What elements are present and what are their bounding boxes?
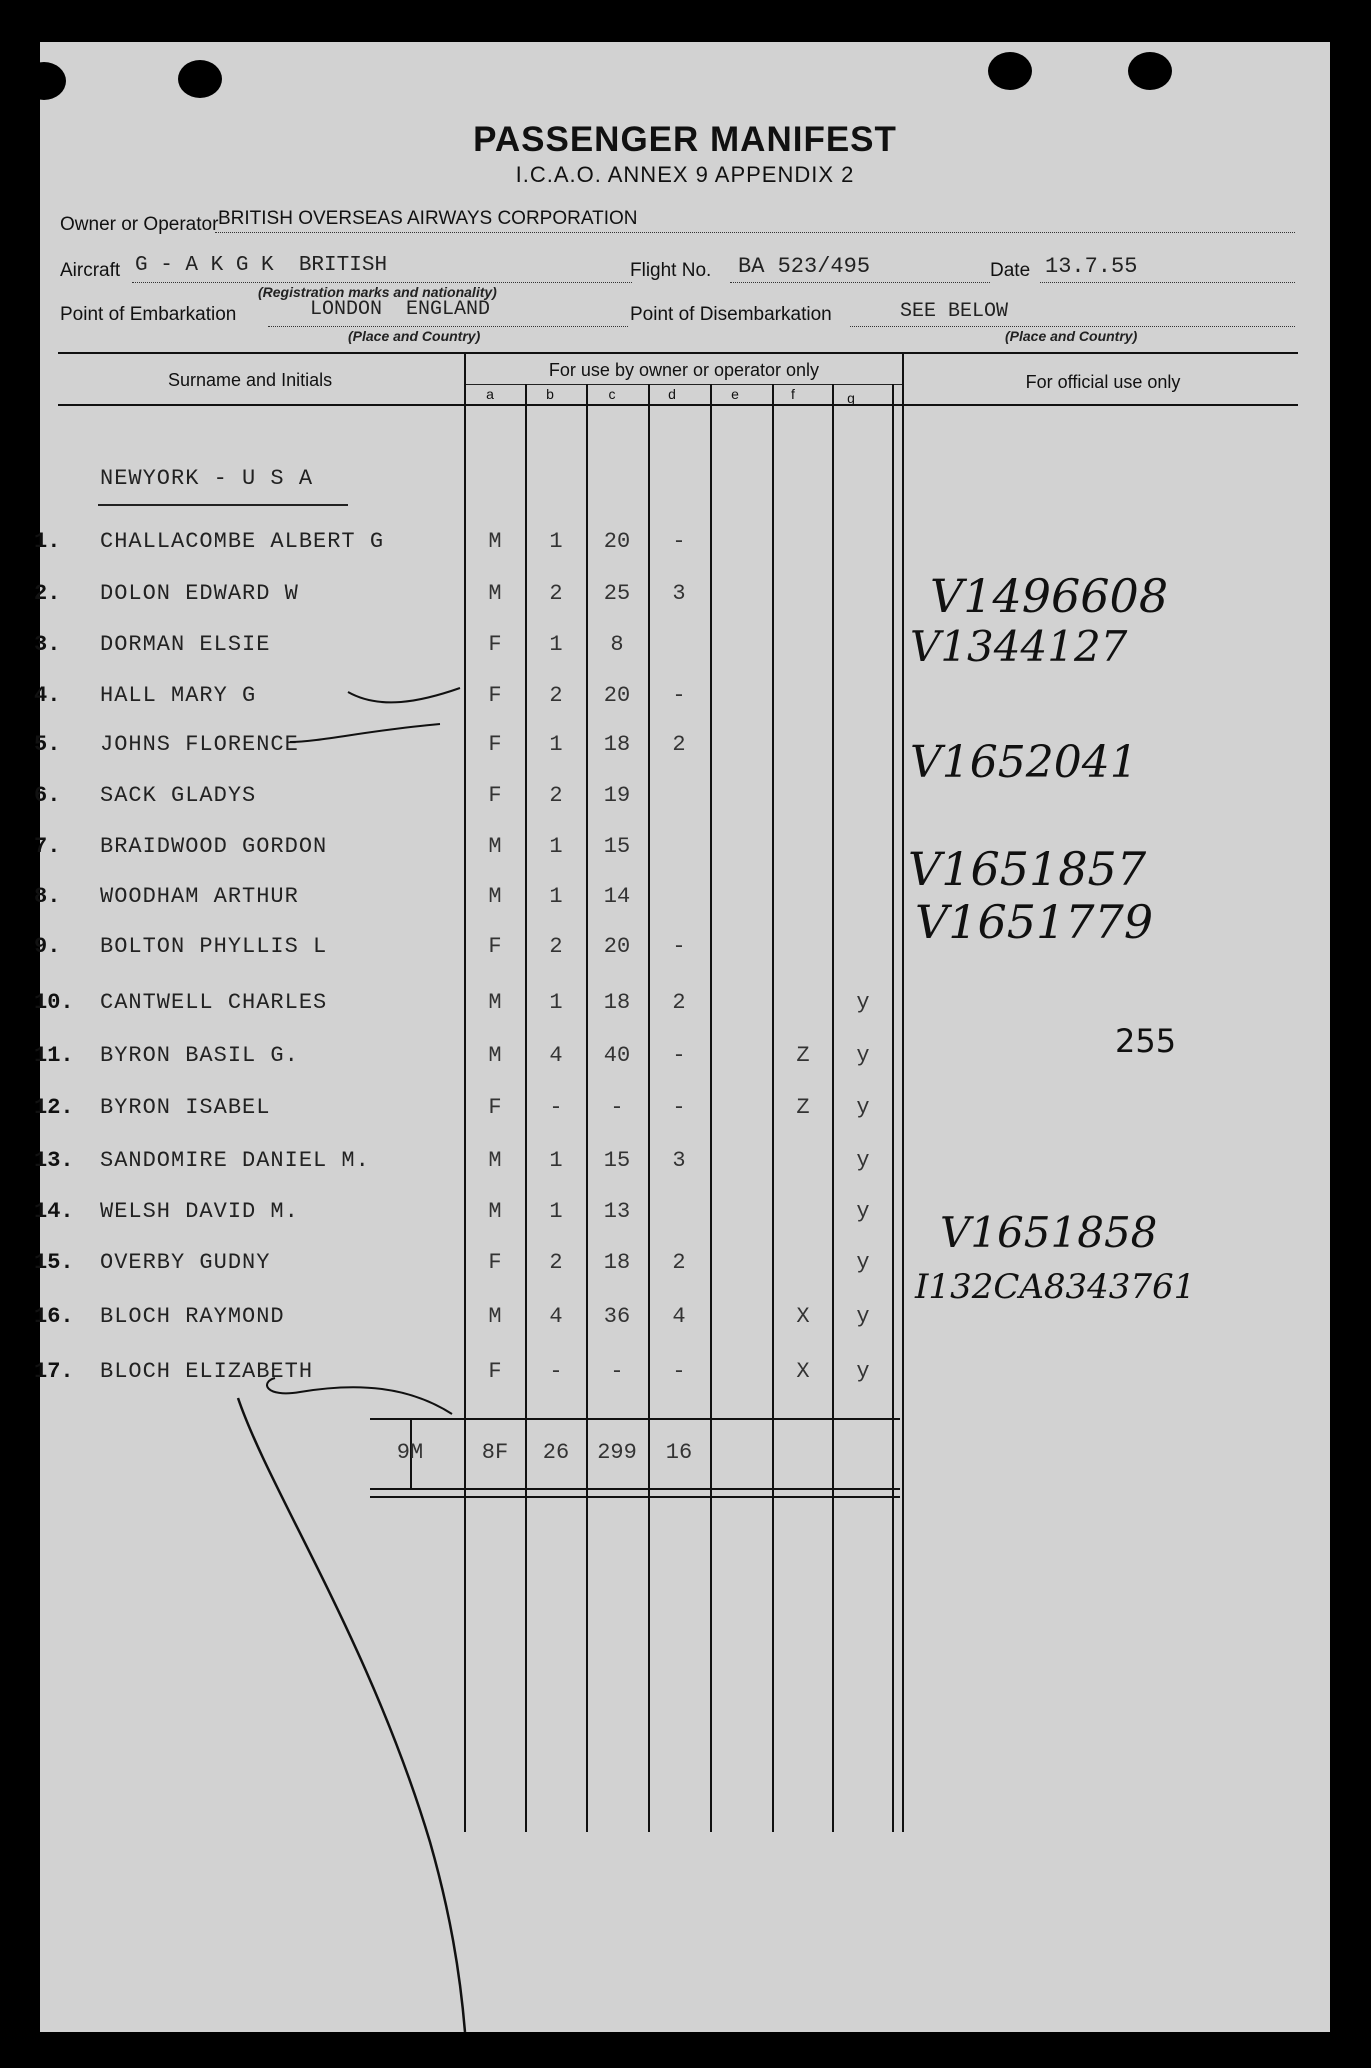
date-label: Date — [990, 260, 1031, 281]
section-heading: NEWYORK - U S A — [100, 466, 314, 491]
passenger-name: BYRON ISABEL — [100, 1095, 271, 1120]
cell-b: - — [549, 1359, 563, 1384]
cell-a: F — [488, 732, 502, 757]
disembark-label: Point of Disembarkation — [630, 304, 832, 325]
row-number: 2. — [34, 581, 61, 606]
cell-b: 1 — [549, 834, 563, 859]
disembark-note: (Place and Country) — [1005, 328, 1138, 344]
cell-a: F — [488, 934, 502, 959]
cell-b: 4 — [549, 1304, 563, 1329]
official-entry: 255 — [1115, 1022, 1177, 1060]
row-number: 9. — [34, 934, 61, 959]
row-number: 14. — [34, 1199, 74, 1224]
pen-marks — [40, 42, 1330, 2032]
cell-g: y — [856, 1095, 870, 1120]
flight-value: BA 523/495 — [738, 254, 871, 279]
col-b: b — [546, 386, 554, 402]
passenger-name: CANTWELL CHARLES — [100, 990, 328, 1015]
manifest-sheet — [34, 42, 1330, 2032]
cell-d: - — [672, 934, 686, 959]
cell-a: F — [488, 783, 502, 808]
row-number: 17. — [34, 1359, 74, 1384]
cell-b: - — [549, 1095, 563, 1120]
owner-label: Owner or Operator — [60, 214, 219, 235]
embark-label: Point of Embarkation — [60, 304, 237, 325]
passenger-name: HALL MARY G — [100, 683, 257, 708]
cell-a: M — [488, 884, 502, 909]
cell-b: 1 — [549, 632, 563, 657]
embark-note: (Place and Country) — [348, 328, 481, 344]
cell-f: Z — [796, 1095, 810, 1120]
official-entry: V1652041 — [910, 737, 1138, 788]
cell-a: M — [488, 1304, 502, 1329]
cell-b: 4 — [549, 1043, 563, 1068]
cell-c: 15 — [603, 1148, 631, 1173]
page-title: PASSENGER MANIFEST — [473, 120, 897, 159]
cell-g: y — [856, 1250, 870, 1275]
passenger-name: WELSH DAVID M. — [100, 1199, 299, 1224]
cell-d: 2 — [672, 1250, 686, 1275]
total-b: 26 — [542, 1440, 570, 1465]
official-entry: V1651858 — [940, 1208, 1158, 1257]
date-value: 13.7.55 — [1045, 254, 1138, 279]
col-c: c — [608, 386, 616, 402]
cell-a: M — [488, 990, 502, 1015]
cell-b: 2 — [549, 581, 563, 606]
cell-b: 2 — [549, 1250, 563, 1275]
official-entry: V1651857 — [908, 842, 1147, 896]
passenger-name: BLOCH RAYMOND — [100, 1304, 285, 1329]
official-entry: V1651779 — [915, 895, 1154, 949]
official-entry: I132CA8343761 — [915, 1267, 1196, 1307]
cell-d: 4 — [672, 1304, 686, 1329]
aircraft-label: Aircraft — [60, 260, 121, 281]
passenger-name: BLOCH ELIZABETH — [100, 1359, 314, 1384]
cell-b: 1 — [549, 884, 563, 909]
passenger-name: WOODHAM ARTHUR — [100, 884, 299, 909]
cell-a: F — [488, 1359, 502, 1384]
passenger-name: BOLTON PHYLLIS L — [100, 934, 328, 959]
official-entry: V1344127 — [910, 622, 1128, 671]
cell-b: 2 — [549, 783, 563, 808]
cell-b: 1 — [549, 732, 563, 757]
cell-a: F — [488, 683, 502, 708]
owner-use-header: For use by owner or operator only — [548, 360, 820, 380]
cell-c: 20 — [603, 934, 631, 959]
cell-a: F — [488, 632, 502, 657]
cell-b: 2 — [549, 683, 563, 708]
page-subtitle: I.C.A.O. ANNEX 9 APPENDIX 2 — [515, 162, 855, 187]
row-number: 8. — [34, 884, 61, 909]
owner-value: BRITISH OVERSEAS AIRWAYS CORPORATION — [218, 208, 638, 229]
row-number: 11. — [34, 1043, 74, 1068]
row-number: 13. — [34, 1148, 74, 1173]
cell-c: 18 — [603, 732, 631, 757]
cell-a: M — [488, 1148, 502, 1173]
cell-a: M — [488, 834, 502, 859]
cell-c: 40 — [603, 1043, 631, 1068]
cell-c: 13 — [603, 1199, 631, 1224]
cell-f: Z — [796, 1043, 810, 1068]
cell-c: - — [610, 1095, 624, 1120]
cell-c: 20 — [603, 529, 631, 554]
passenger-name: OVERBY GUDNY — [100, 1250, 271, 1275]
cell-c: 18 — [603, 1250, 631, 1275]
cell-a: F — [488, 1250, 502, 1275]
row-number: 16. — [34, 1304, 74, 1329]
cell-c: 18 — [603, 990, 631, 1015]
cell-g: y — [856, 1043, 870, 1068]
cell-f: X — [796, 1304, 810, 1329]
cell-d: 3 — [672, 581, 686, 606]
cell-d: - — [672, 683, 686, 708]
cell-g: y — [856, 1359, 870, 1384]
cell-c: 8 — [610, 632, 624, 657]
cell-a: M — [488, 581, 502, 606]
cell-g: y — [856, 1199, 870, 1224]
cell-c: - — [610, 1359, 624, 1384]
cell-b: 1 — [549, 990, 563, 1015]
row-number: 4. — [34, 683, 61, 708]
cell-f: X — [796, 1359, 810, 1384]
cell-a: M — [488, 1199, 502, 1224]
embark-value: LONDON ENGLAND — [310, 298, 491, 321]
cell-c: 20 — [603, 683, 631, 708]
cell-c: 19 — [603, 783, 631, 808]
row-number: 15. — [34, 1250, 74, 1275]
passenger-name: BYRON BASIL G. — [100, 1043, 299, 1068]
cell-c: 25 — [603, 581, 631, 606]
cell-d: - — [672, 1043, 686, 1068]
flight-label: Flight No. — [630, 260, 712, 281]
cell-c: 15 — [603, 834, 631, 859]
official-header: For official use only — [1025, 372, 1181, 392]
cell-d: - — [672, 529, 686, 554]
row-number: 1. — [34, 529, 61, 554]
row-number: 3. — [34, 632, 61, 657]
cell-d: - — [672, 1359, 686, 1384]
name-header: Surname and Initials — [168, 370, 333, 390]
official-entry: V1496608 — [930, 569, 1169, 623]
cell-a: F — [488, 1095, 502, 1120]
passenger-name: DORMAN ELSIE — [100, 632, 271, 657]
registration-note: (Registration marks and nationality) — [258, 284, 497, 300]
passenger-name: JOHNS FLORENCE — [100, 732, 299, 757]
cell-d: 2 — [672, 732, 686, 757]
row-number: 6. — [34, 783, 61, 808]
aircraft-value: G - A K G K BRITISH — [135, 254, 388, 277]
cell-g: y — [856, 1304, 870, 1329]
col-a: a — [486, 386, 494, 402]
cell-d: - — [672, 1095, 686, 1120]
total-d: 16 — [665, 1440, 693, 1465]
passenger-name: SANDOMIRE DANIEL M. — [100, 1148, 370, 1173]
cell-b: 1 — [549, 1148, 563, 1173]
row-number: 7. — [34, 834, 61, 859]
passenger-name: CHALLACOMBE ALBERT G — [100, 529, 385, 554]
total-female: 8F — [481, 1440, 509, 1465]
total-male: 9M — [396, 1440, 424, 1465]
row-number: 5. — [34, 732, 61, 757]
cell-d: 3 — [672, 1148, 686, 1173]
cell-d: 2 — [672, 990, 686, 1015]
disembark-value: SEE BELOW — [900, 300, 1009, 323]
col-f: f — [791, 386, 795, 402]
cell-c: 14 — [603, 884, 631, 909]
cell-b: 1 — [549, 529, 563, 554]
cell-b: 1 — [549, 1199, 563, 1224]
cell-a: M — [488, 1043, 502, 1068]
passenger-name: SACK GLADYS — [100, 783, 257, 808]
passenger-name: DOLON EDWARD W — [100, 581, 299, 606]
row-number: 12. — [34, 1095, 74, 1120]
col-d: d — [668, 386, 676, 402]
total-c: 299 — [597, 1440, 637, 1465]
cell-g: y — [856, 1148, 870, 1173]
cell-c: 36 — [603, 1304, 631, 1329]
col-g: g — [847, 390, 855, 406]
cell-a: M — [488, 529, 502, 554]
col-e: e — [731, 386, 739, 402]
cell-g: y — [856, 990, 870, 1015]
row-number: 10. — [34, 990, 74, 1015]
passenger-name: BRAIDWOOD GORDON — [100, 834, 328, 859]
cell-b: 2 — [549, 934, 563, 959]
